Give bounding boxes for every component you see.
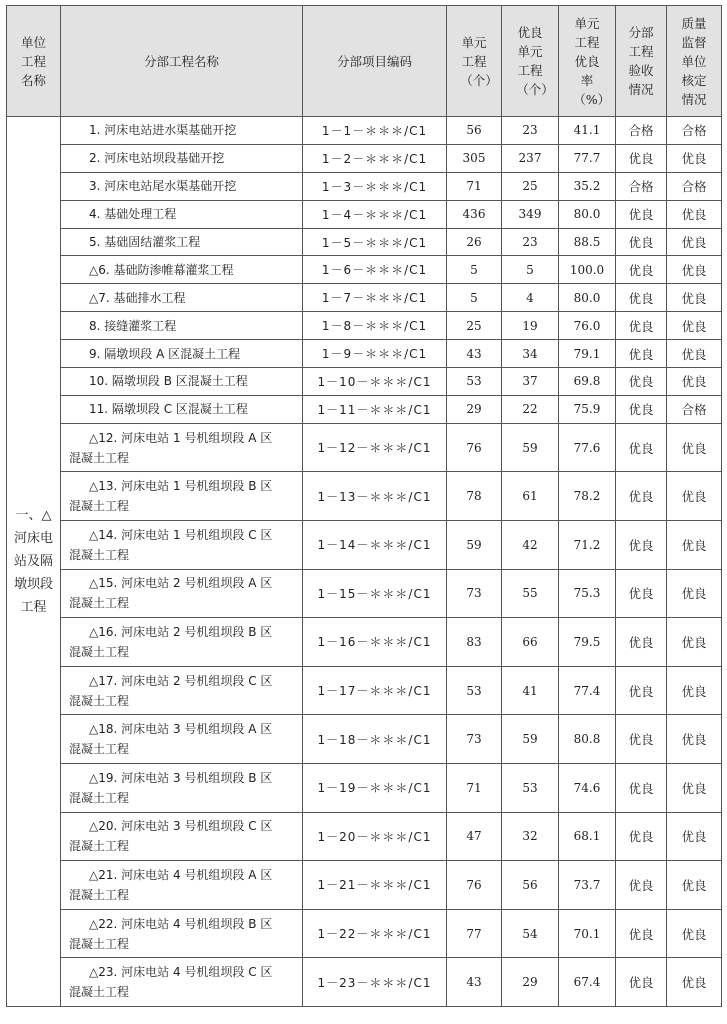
table-header [7, 6, 722, 117]
sub-project-name-line1: △21. 河床电站 4 号机组坝段 A 区 [89, 867, 273, 882]
supervision-result: 优良 [667, 812, 722, 861]
unit-count: 73 [447, 569, 502, 618]
supervision-result: 优良 [667, 228, 722, 256]
supervision-result: 优良 [667, 569, 722, 618]
acceptance-result: 优良 [616, 909, 667, 958]
sub-project-name [61, 812, 303, 861]
supervision-result: 合格 [667, 117, 722, 145]
good-rate: 41.1 [559, 117, 616, 145]
good-rate: 70.1 [559, 909, 616, 958]
good-unit-count: 54 [502, 909, 559, 958]
table-row [7, 117, 722, 145]
good-rate: 78.2 [559, 472, 616, 521]
sub-project-name-line1: △16. 河床电站 2 号机组坝段 B 区 [89, 624, 273, 639]
sub-project-name-line2: 混凝土工程 [69, 742, 130, 757]
table-row [7, 340, 722, 368]
unit-count: 43 [447, 340, 502, 368]
project-code: 1－1－＊＊＊/C1 [303, 117, 447, 145]
table-row [7, 368, 722, 396]
acceptance-result: 优良 [616, 472, 667, 521]
supervision-result: 优良 [667, 368, 722, 396]
unit-count: 5 [447, 256, 502, 284]
supervision-result: 优良 [667, 715, 722, 764]
unit-count: 77 [447, 909, 502, 958]
table-row [7, 423, 722, 472]
table-row [7, 569, 722, 618]
good-unit-count: 56 [502, 861, 559, 910]
table-row [7, 144, 722, 172]
project-code: 1－22－＊＊＊/C1 [303, 909, 447, 958]
good-rate: 77.4 [559, 666, 616, 715]
sub-project-name-text: 2. 河床电站坝段基础开挖 [89, 151, 225, 166]
sub-project-name [61, 144, 303, 172]
sub-project-name-text: 9. 隔墩坝段 A 区混凝土工程 [89, 346, 241, 361]
good-rate: 67.4 [559, 958, 616, 1007]
supervision-result: 合格 [667, 172, 722, 200]
good-rate: 74.6 [559, 763, 616, 812]
supervision-result: 优良 [667, 340, 722, 368]
table-row [7, 861, 722, 910]
good-rate: 69.8 [559, 368, 616, 396]
sub-project-name [61, 395, 303, 423]
supervision-result: 优良 [667, 666, 722, 715]
supervision-result: 优良 [667, 144, 722, 172]
good-rate: 80.8 [559, 715, 616, 764]
unit-count: 73 [447, 715, 502, 764]
sub-project-name-line2: 混凝土工程 [69, 790, 130, 805]
sub-project-name [61, 172, 303, 200]
acceptance-result: 优良 [616, 284, 667, 312]
header-units: 单元工程（个） [447, 6, 502, 117]
sub-project-name [61, 715, 303, 764]
sub-project-name-line1: △17. 河床电站 2 号机组坝段 C 区 [89, 673, 273, 688]
good-unit-count: 22 [502, 395, 559, 423]
sub-project-name-text: △6. 基础防渗帷幕灌浆工程 [89, 262, 234, 277]
sub-project-name-text: 4. 基础处理工程 [89, 207, 177, 222]
unit-count: 83 [447, 618, 502, 667]
sub-project-name-line2: 混凝土工程 [69, 547, 130, 562]
supervision-result: 优良 [667, 256, 722, 284]
project-code: 1－19－＊＊＊/C1 [303, 763, 447, 812]
sub-project-name-text: 10. 隔墩坝段 B 区混凝土工程 [89, 374, 248, 389]
sub-project-name-text: 11. 隔墩坝段 C 区混凝土工程 [89, 402, 248, 417]
supervision-result: 优良 [667, 423, 722, 472]
good-unit-count: 37 [502, 368, 559, 396]
sub-project-name [61, 228, 303, 256]
sub-project-name [61, 423, 303, 472]
unit-count: 56 [447, 117, 502, 145]
good-rate: 79.1 [559, 340, 616, 368]
supervision-result: 优良 [667, 763, 722, 812]
header-acceptance: 分部工程验收情况 [616, 6, 667, 117]
sub-project-name-text: △7. 基础排水工程 [89, 290, 186, 305]
sub-project-name [61, 312, 303, 340]
sub-project-name-text: 5. 基础固结灌浆工程 [89, 235, 201, 249]
table-row [7, 958, 722, 1007]
good-rate: 77.6 [559, 423, 616, 472]
supervision-result: 合格 [667, 395, 722, 423]
good-unit-count: 55 [502, 569, 559, 618]
good-unit-count: 237 [502, 144, 559, 172]
unit-count: 5 [447, 284, 502, 312]
good-unit-count: 66 [502, 618, 559, 667]
unit-count: 26 [447, 228, 502, 256]
good-rate: 79.5 [559, 618, 616, 667]
project-code: 1－3－＊＊＊/C1 [303, 172, 447, 200]
sub-project-name [61, 200, 303, 228]
good-unit-count: 53 [502, 763, 559, 812]
header-good-units: 优良单元工程（个） [502, 6, 559, 117]
supervision-result: 优良 [667, 284, 722, 312]
unit-count: 76 [447, 861, 502, 910]
table-row [7, 312, 722, 340]
sub-project-name [61, 340, 303, 368]
unit-count: 71 [447, 172, 502, 200]
project-code: 1－11－＊＊＊/C1 [303, 395, 447, 423]
supervision-result: 优良 [667, 200, 722, 228]
good-unit-count: 59 [502, 715, 559, 764]
sub-project-name [61, 569, 303, 618]
table-body [7, 117, 722, 1007]
unit-count: 78 [447, 472, 502, 521]
quality-summary-table [6, 5, 722, 1007]
sub-project-name-line1: △23. 河床电站 4 号机组坝段 C 区 [89, 965, 273, 980]
quality-summary-sheet [6, 5, 721, 1007]
unit-count: 47 [447, 812, 502, 861]
table-row [7, 284, 722, 312]
sub-project-name-line2: 混凝土工程 [69, 936, 130, 951]
sub-project-name-line1: △15. 河床电站 2 号机组坝段 A 区 [89, 576, 273, 591]
good-unit-count: 61 [502, 472, 559, 521]
sub-project-name [61, 666, 303, 715]
sub-project-name-line1: △19. 河床电站 3 号机组坝段 B 区 [89, 770, 273, 785]
good-unit-count: 23 [502, 117, 559, 145]
table-row [7, 666, 722, 715]
header-sub-name: 分部工程名称 [61, 6, 303, 117]
acceptance-result: 合格 [616, 117, 667, 145]
acceptance-result: 优良 [616, 395, 667, 423]
sub-project-name-line2: 混凝土工程 [69, 693, 130, 708]
sub-project-name-line2: 混凝土工程 [69, 839, 130, 854]
project-code: 1－10－＊＊＊/C1 [303, 368, 447, 396]
unit-count: 25 [447, 312, 502, 340]
unit-count: 43 [447, 958, 502, 1007]
table-row [7, 395, 722, 423]
sub-project-name-text: 3. 河床电站尾水渠基础开挖 [89, 179, 237, 194]
good-unit-count: 349 [502, 200, 559, 228]
sub-project-name [61, 472, 303, 521]
project-code: 1－15－＊＊＊/C1 [303, 569, 447, 618]
project-code: 1－20－＊＊＊/C1 [303, 812, 447, 861]
supervision-result: 优良 [667, 520, 722, 569]
sub-project-name-line1: △22. 河床电站 4 号机组坝段 B 区 [89, 916, 273, 931]
good-unit-count: 23 [502, 228, 559, 256]
project-code: 1－16－＊＊＊/C1 [303, 618, 447, 667]
sub-project-name [61, 861, 303, 910]
good-unit-count: 25 [502, 172, 559, 200]
good-rate: 76.0 [559, 312, 616, 340]
project-code: 1－14－＊＊＊/C1 [303, 520, 447, 569]
good-unit-count: 19 [502, 312, 559, 340]
table-row [7, 472, 722, 521]
supervision-result: 优良 [667, 958, 722, 1007]
project-code: 1－7－＊＊＊/C1 [303, 284, 447, 312]
acceptance-result: 合格 [616, 172, 667, 200]
acceptance-result: 优良 [616, 340, 667, 368]
good-rate: 35.2 [559, 172, 616, 200]
good-unit-count: 41 [502, 666, 559, 715]
good-rate: 71.2 [559, 520, 616, 569]
good-unit-count: 59 [502, 423, 559, 472]
supervision-result: 优良 [667, 618, 722, 667]
header-unit-name: 单位工程名称 [7, 6, 61, 117]
good-rate: 80.0 [559, 200, 616, 228]
sub-project-name [61, 520, 303, 569]
table-row [7, 909, 722, 958]
acceptance-result: 优良 [616, 256, 667, 284]
project-code: 1－13－＊＊＊/C1 [303, 472, 447, 521]
table-row [7, 200, 722, 228]
sub-project-name [61, 958, 303, 1007]
supervision-result: 优良 [667, 472, 722, 521]
acceptance-result: 优良 [616, 666, 667, 715]
table-row [7, 228, 722, 256]
sub-project-name [61, 256, 303, 284]
sub-project-name [61, 618, 303, 667]
project-code: 1－23－＊＊＊/C1 [303, 958, 447, 1007]
header-code: 分部项目编码 [303, 6, 447, 117]
project-code: 1－12－＊＊＊/C1 [303, 423, 447, 472]
unit-count: 436 [447, 200, 502, 228]
good-unit-count: 4 [502, 284, 559, 312]
unit-count: 29 [447, 395, 502, 423]
sub-project-name [61, 909, 303, 958]
good-rate: 100.0 [559, 256, 616, 284]
unit-count: 53 [447, 368, 502, 396]
sub-project-name-text: 8. 接缝灌浆工程 [89, 318, 177, 333]
acceptance-result: 优良 [616, 312, 667, 340]
acceptance-result: 优良 [616, 958, 667, 1007]
supervision-result: 优良 [667, 909, 722, 958]
good-unit-count: 29 [502, 958, 559, 1007]
acceptance-result: 优良 [616, 368, 667, 396]
acceptance-result: 优良 [616, 423, 667, 472]
good-rate: 75.3 [559, 569, 616, 618]
acceptance-result: 优良 [616, 200, 667, 228]
sub-project-name-line1: △14. 河床电站 1 号机组坝段 C 区 [89, 527, 273, 542]
table-row [7, 812, 722, 861]
sub-project-name [61, 117, 303, 145]
good-rate: 73.7 [559, 861, 616, 910]
acceptance-result: 优良 [616, 228, 667, 256]
project-code: 1－21－＊＊＊/C1 [303, 861, 447, 910]
unit-count: 305 [447, 144, 502, 172]
good-rate: 75.9 [559, 395, 616, 423]
header-good-rate: 单元工程优良率（%） [559, 6, 616, 117]
good-rate: 77.7 [559, 144, 616, 172]
sub-project-name-line1: △12. 河床电站 1 号机组坝段 A 区 [89, 430, 273, 445]
sub-project-name-line1: △18. 河床电站 3 号机组坝段 A 区 [89, 722, 273, 737]
sub-project-name [61, 284, 303, 312]
sub-project-name-line1: △13. 河床电站 1 号机组坝段 B 区 [89, 479, 273, 494]
unit-count: 71 [447, 763, 502, 812]
unit-project-name: 一、△河床电站及隔墩坝段工程 [14, 507, 54, 615]
project-code: 1－8－＊＊＊/C1 [303, 312, 447, 340]
unit-project-name-cell [7, 117, 61, 1007]
unit-count: 59 [447, 520, 502, 569]
acceptance-result: 优良 [616, 618, 667, 667]
acceptance-result: 优良 [616, 715, 667, 764]
good-unit-count: 5 [502, 256, 559, 284]
sub-project-name-line2: 混凝土工程 [69, 644, 130, 659]
good-unit-count: 32 [502, 812, 559, 861]
good-unit-count: 34 [502, 340, 559, 368]
good-rate: 88.5 [559, 228, 616, 256]
supervision-result: 优良 [667, 312, 722, 340]
acceptance-result: 优良 [616, 861, 667, 910]
sub-project-name [61, 763, 303, 812]
project-code: 1－6－＊＊＊/C1 [303, 256, 447, 284]
sub-project-name-line2: 混凝土工程 [69, 499, 130, 514]
table-row [7, 172, 722, 200]
project-code: 1－5－＊＊＊/C1 [303, 228, 447, 256]
sub-project-name-line2: 混凝土工程 [69, 596, 130, 611]
sub-project-name [61, 368, 303, 396]
good-rate: 80.0 [559, 284, 616, 312]
table-row [7, 763, 722, 812]
table-row [7, 715, 722, 764]
unit-count: 76 [447, 423, 502, 472]
sub-project-name-line2: 混凝土工程 [69, 450, 130, 465]
project-code: 1－4－＊＊＊/C1 [303, 200, 447, 228]
sub-project-name-text: 1. 河床电站进水渠基础开挖 [89, 123, 237, 138]
good-unit-count: 42 [502, 520, 559, 569]
header-supervision: 质量监督单位核定情况 [667, 6, 722, 117]
project-code: 1－18－＊＊＊/C1 [303, 715, 447, 764]
table-row [7, 256, 722, 284]
table-row [7, 520, 722, 569]
acceptance-result: 优良 [616, 520, 667, 569]
project-code: 1－9－＊＊＊/C1 [303, 340, 447, 368]
sub-project-name-line2: 混凝土工程 [69, 985, 130, 1000]
acceptance-result: 优良 [616, 763, 667, 812]
project-code: 1－17－＊＊＊/C1 [303, 666, 447, 715]
table-row [7, 618, 722, 667]
supervision-result: 优良 [667, 861, 722, 910]
project-code: 1－2－＊＊＊/C1 [303, 144, 447, 172]
acceptance-result: 优良 [616, 812, 667, 861]
good-rate: 68.1 [559, 812, 616, 861]
acceptance-result: 优良 [616, 569, 667, 618]
sub-project-name-line2: 混凝土工程 [69, 887, 130, 902]
acceptance-result: 优良 [616, 144, 667, 172]
unit-count: 53 [447, 666, 502, 715]
sub-project-name-line1: △20. 河床电站 3 号机组坝段 C 区 [89, 819, 273, 834]
